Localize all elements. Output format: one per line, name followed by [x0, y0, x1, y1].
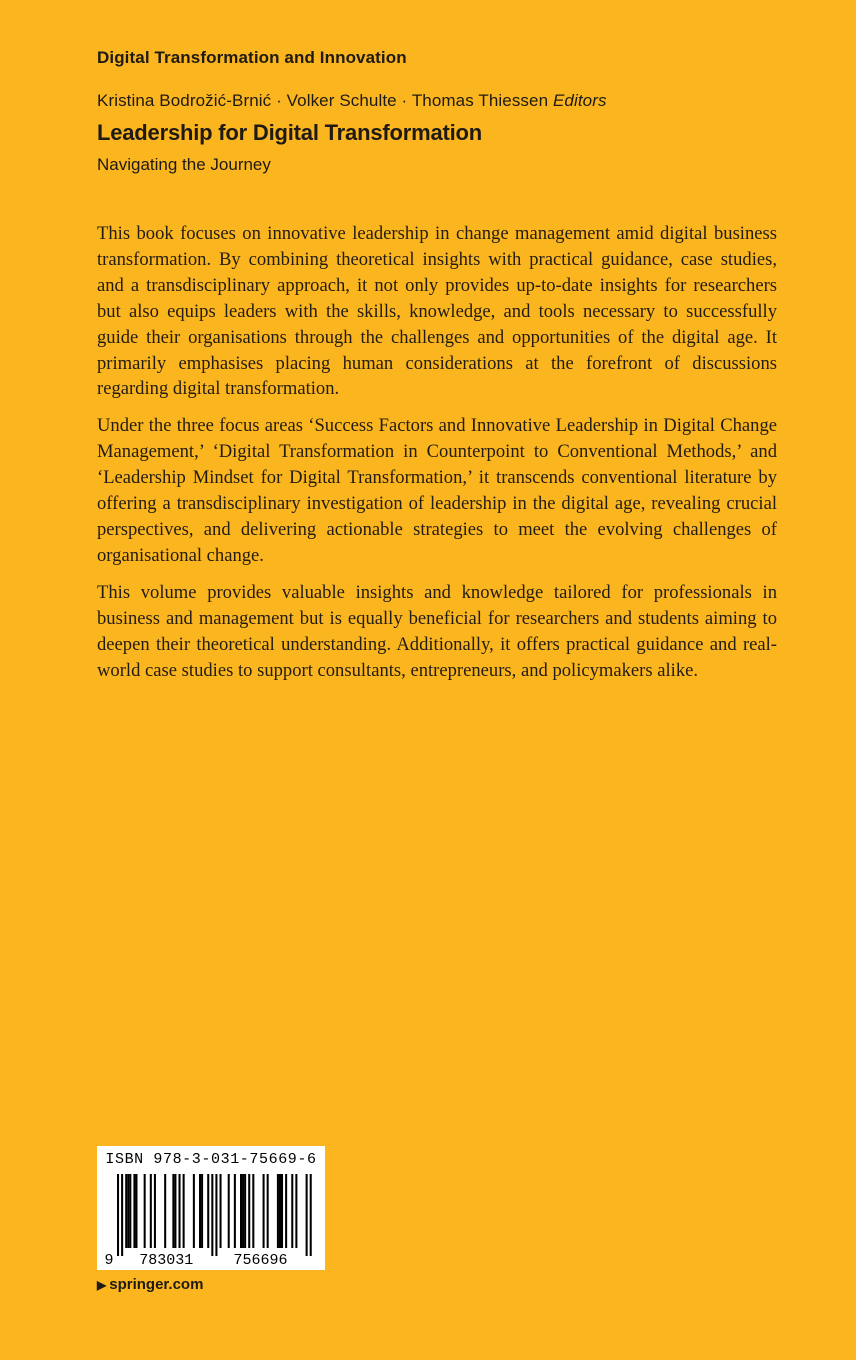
barcode-bar — [117, 1174, 119, 1256]
barcode-bar — [199, 1174, 201, 1248]
barcode-bar — [193, 1174, 195, 1248]
barcode-bar — [215, 1174, 217, 1256]
barcode-bar — [291, 1174, 293, 1248]
barcode-bar — [248, 1174, 250, 1248]
barcode-bar — [154, 1174, 156, 1248]
barcode-bar — [234, 1174, 236, 1248]
barcode-bar — [310, 1174, 312, 1256]
barcode-bar — [150, 1174, 152, 1248]
barcode-bar — [281, 1174, 283, 1248]
barcode-bar — [279, 1174, 281, 1248]
barcode — [97, 1146, 325, 1270]
barcode-digits: 783031 — [139, 1252, 194, 1269]
barcode-bar — [144, 1174, 146, 1248]
isbn-text: ISBN 978-3-031-75669-6 — [105, 1151, 317, 1168]
barcode-bar — [127, 1174, 129, 1248]
blurb-paragraph-2: Under the three focus areas ‘Success Factors and Innovative Leadership in Digital Change Management,’ ‘Digital Transformation in Counterpoint to Conventional Methods,’ and ‘Leadership Mindset for Digital Transformation,’ it transcends conventional literature by offering a transdisciplinary investigation of leadership in the digital age, revealing crucial perspectives, and delivering actionable strategies to meet the evolving challenges of organisational change. — [97, 415, 777, 566]
barcode-bar — [135, 1174, 137, 1248]
editors-line — [97, 91, 607, 111]
barcode-bar — [285, 1174, 287, 1248]
arrow-right-icon: ▶ — [97, 1277, 107, 1292]
barcode-bar — [164, 1174, 166, 1248]
editors-role: Editors — [552, 91, 607, 110]
barcode-bar — [306, 1174, 308, 1256]
barcode-bar — [242, 1174, 244, 1248]
barcode-bar — [277, 1174, 279, 1248]
series-title: Digital Transformation and Innovation — [97, 48, 407, 67]
barcode-bar — [240, 1174, 242, 1248]
editor-names: Kristina Bodrožić-Brnić · Volker Schulte · Thomas Thiessen — [97, 91, 549, 110]
barcode-bar — [267, 1174, 269, 1248]
barcode-digits: 756696 — [233, 1252, 288, 1269]
barcode-box — [97, 1146, 325, 1270]
publisher-link-text: springer.com — [109, 1276, 204, 1293]
blurb-paragraph-1: This book focuses on innovative leadership in change management amid digital business transformation. By combining theoretical insights with practical guidance, case studies, and a transdisciplinary approach, it not only provides up-to-date insights for researchers but also equips leaders with the skills, knowledge, and tools necessary to successfully guide their organisations through the challenges and opportunities of the digital age. It primarily emphasises placing human considerations at the forefront of discussions regarding digital transformation. — [97, 223, 777, 400]
barcode-bar — [263, 1174, 265, 1248]
barcode-bar — [133, 1174, 135, 1248]
blurb — [97, 221, 777, 694]
barcode-bar — [183, 1174, 185, 1248]
barcode-bar — [172, 1174, 174, 1248]
barcode-digits: 9 — [104, 1252, 114, 1269]
barcode-bar — [207, 1174, 209, 1248]
barcode-bar — [220, 1174, 222, 1248]
barcode-bar — [295, 1174, 297, 1248]
book-subtitle: Navigating the Journey — [97, 155, 271, 174]
barcode-bar — [252, 1174, 254, 1248]
barcode-bar — [174, 1174, 176, 1248]
barcode-bar — [129, 1174, 131, 1248]
barcode-bar — [201, 1174, 203, 1248]
publisher-link[interactable] — [97, 1276, 203, 1293]
book-title: Leadership for Digital Transformation — [97, 120, 482, 145]
barcode-bar — [211, 1174, 213, 1256]
barcode-bar — [244, 1174, 246, 1248]
blurb-paragraph-3: This volume provides valuable insights and knowledge tailored for professionals in business and management but is equally beneficial for researchers and students aiming to deepen their theoretical understanding. Additionally, it offers practical guidance and real-world case studies to support consultants, entrepreneurs, and policymakers alike. — [97, 581, 777, 681]
barcode-bar — [228, 1174, 230, 1248]
barcode-bar — [125, 1174, 127, 1248]
barcode-bar — [179, 1174, 181, 1248]
barcode-bar — [121, 1174, 123, 1256]
